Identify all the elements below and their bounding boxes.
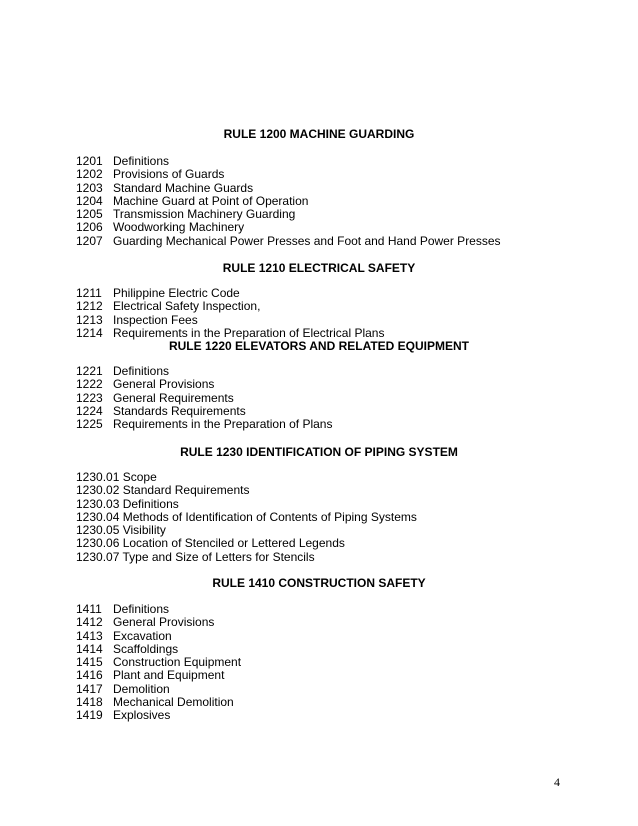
item-text: Construction Equipment — [113, 655, 242, 670]
list-item — [76, 683, 241, 696]
item-text: Excavation — [113, 628, 172, 643]
item-text: Woodworking Machinery — [113, 220, 245, 235]
list-item — [76, 643, 241, 656]
item-text: General Requirements — [113, 390, 234, 405]
list-item — [76, 392, 332, 405]
list-item — [76, 656, 241, 669]
item-text: Electrical Safety Inspection, — [113, 299, 261, 314]
item-number: 1223 — [76, 390, 103, 405]
item-text: Requirements in the Preparation of Plans — [113, 417, 333, 432]
item-number: 1207 — [76, 233, 103, 248]
list-item: 1230.02 Standard Requirements — [76, 483, 250, 498]
item-text: Explosives — [113, 708, 171, 723]
item-text: Provisions of Guards — [113, 167, 225, 182]
list-item — [76, 221, 501, 234]
list-item — [76, 208, 501, 221]
list-item: 1230.01 Scope — [76, 470, 157, 484]
list-item — [76, 300, 384, 313]
item-number: 1411 — [76, 602, 102, 616]
section-heading-rule-1210: RULE 1210 ELECTRICAL SAFETY — [222, 261, 416, 275]
list-item — [76, 709, 241, 722]
item-text: Requirements in the Preparation of Electrical Plans — [113, 325, 385, 340]
section-list-rule-1200 — [76, 155, 501, 248]
item-number: 1417 — [76, 681, 103, 696]
item-number: 1224 — [76, 403, 103, 418]
item-number: 1221 — [76, 364, 103, 378]
item-text: Plant and Equipment — [113, 668, 225, 683]
list-item: 1230.04 Methods of Identification of Contents of Piping Systems — [76, 509, 417, 524]
item-number: 1214 — [76, 325, 103, 340]
item-number: 1415 — [76, 655, 103, 670]
section-heading-rule-1220: RULE 1220 ELEVATORS AND RELATED EQUIPMENT — [168, 339, 470, 353]
list-item: 1230.07 Type and Size of Letters for Stencils — [76, 549, 315, 564]
item-text: Inspection Fees — [113, 312, 198, 327]
list-item — [76, 616, 241, 629]
list-item — [76, 418, 332, 431]
section-list-rule-1410 — [76, 603, 241, 723]
list-item — [76, 669, 241, 682]
item-number: 1225 — [76, 417, 103, 432]
item-number: 1416 — [76, 668, 103, 683]
section-list-rule-1220 — [76, 365, 332, 431]
item-number: 1413 — [76, 628, 103, 643]
list-item — [76, 603, 241, 616]
section-list-rule-1230 — [76, 471, 417, 564]
list-item — [76, 168, 501, 181]
list-item — [76, 405, 332, 418]
item-text: General Provisions — [113, 377, 215, 392]
item-number: 1202 — [76, 167, 103, 182]
list-item — [76, 630, 241, 643]
item-text: General Provisions — [113, 615, 215, 630]
list-item: 1230.06 Location of Stenciled or Lettered Legends — [76, 536, 345, 551]
item-number: 1213 — [76, 312, 103, 327]
item-number: 1204 — [76, 193, 103, 208]
item-number: 1412 — [76, 615, 103, 630]
item-text: Transmission Machinery Guarding — [113, 207, 296, 222]
list-item: 1230.03 Definitions — [76, 496, 179, 511]
list-item — [76, 365, 332, 378]
item-text: Standards Requirements — [113, 403, 246, 418]
list-item — [76, 287, 384, 300]
section-heading-rule-1230: RULE 1230 IDENTIFICATION OF PIPING SYSTEM — [180, 445, 458, 459]
item-text: Machine Guard at Point of Operation — [113, 193, 309, 208]
item-text: Definitions — [113, 154, 170, 168]
item-text: Scaffoldings — [113, 641, 179, 656]
item-number: 1206 — [76, 220, 103, 235]
list-item — [76, 696, 241, 709]
list-item — [76, 182, 501, 195]
list-item — [76, 155, 501, 168]
list-item — [76, 378, 332, 391]
item-number: 1212 — [76, 299, 103, 314]
item-text: Definitions — [113, 364, 170, 378]
section-list-rule-1210 — [76, 287, 384, 340]
item-number: 1201 — [76, 154, 103, 168]
item-text: Definitions — [113, 602, 170, 616]
list-item — [76, 195, 501, 208]
list-item — [76, 314, 384, 327]
page-number: 4 — [554, 775, 560, 789]
item-text: Demolition — [113, 681, 170, 696]
item-number: 1203 — [76, 180, 103, 195]
item-number: 1418 — [76, 695, 103, 710]
section-heading-rule-1410: RULE 1410 CONSTRUCTION SAFETY — [212, 576, 426, 590]
item-text: Standard Machine Guards — [113, 180, 254, 195]
item-text: Philippine Electric Code — [113, 286, 240, 300]
item-number: 1419 — [76, 708, 103, 723]
item-number: 1414 — [76, 641, 103, 656]
item-number: 1205 — [76, 207, 103, 222]
list-item: 1230.05 Visibility — [76, 523, 166, 538]
item-number: 1211 — [76, 286, 102, 300]
item-number: 1222 — [76, 377, 103, 392]
item-text: Guarding Mechanical Power Presses and Foot and Hand Power Presses — [113, 233, 501, 248]
section-heading-rule-1200: RULE 1200 MACHINE GUARDING — [223, 127, 415, 141]
list-item — [76, 235, 501, 248]
item-text: Mechanical Demolition — [113, 695, 234, 710]
